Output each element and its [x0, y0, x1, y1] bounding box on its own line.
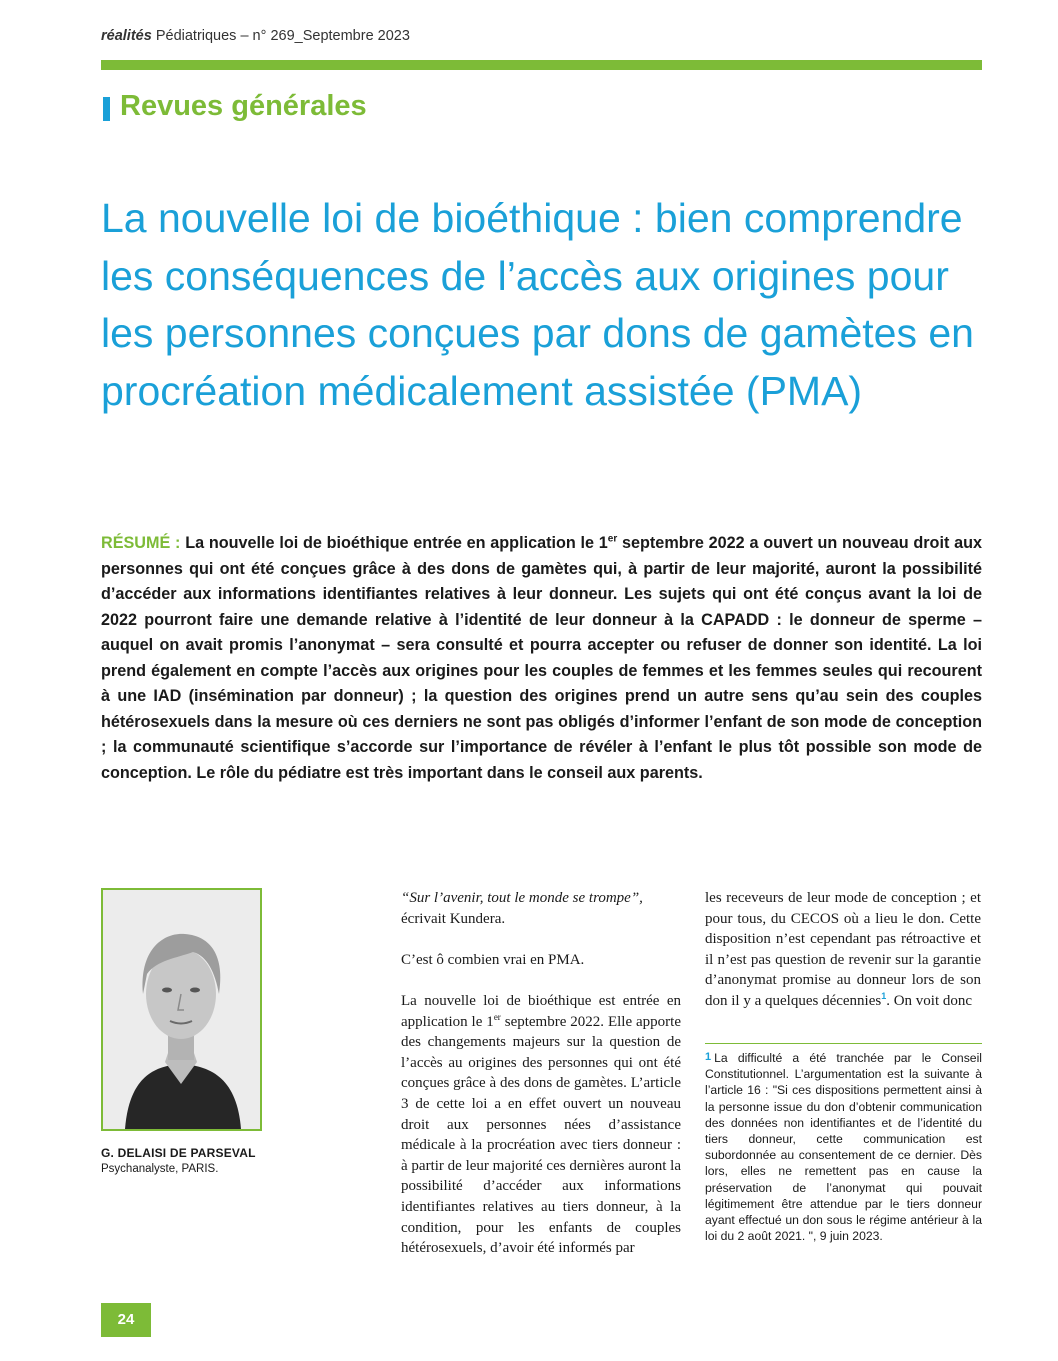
author-name: G. DELAISI DE PARSEVAL: [101, 1146, 256, 1160]
author-photo: [101, 888, 262, 1131]
summary-text-end: septembre 2022 a ouvert un nouveau droit aux personnes qui ont été conçues grâce à des dons de gamètes qui, à partir de leur majorité, auront la possibilité d’accéder aux informations identifiantes relatives à leur donneur. Les sujets qui ont été conçus avant la loi de 2022 pourront faire une demande relative à l’identité de leur donneur à la CAPADD : le donneur de sperme – auquel on avait promis l’anonymat – sera consulté et pourra accepter ou refuser de donner son identité. La loi prend également en compte l’accès aux origines pour les couples de femmes et les femmes seules qui recourent à une IAD (insémination par donneur) ; la question des origines prend un autre sens qu’au sein des couples hétérosexuels dans la mesure où ces derniers ne sont pas obligés d’informer l’enfant de son mode de conception ; la communauté scientifique s’accorde sur l’importance de révéler à l’enfant le plus tôt possible son mode de conception. Le rôle du pédiatre est très important dans le conseil aux parents.: [101, 534, 983, 782]
summary-sup: er: [607, 533, 618, 545]
journal-issue: Pédiatriques – n° 269_Septembre 2023: [155, 28, 410, 44]
page-number: 24: [101, 1303, 151, 1337]
author-affiliation: Psychanalyste, PARIS.: [101, 1163, 219, 1175]
journal-brand: réalités: [101, 28, 152, 44]
quote-attribution: écrivait Kundera.: [401, 910, 506, 927]
summary: [101, 531, 982, 786]
footnote-text: La difficulté a été tranchée par le Conseil Constitutionnel. L’argumentation est la suivante à l’article 16 : "Si ces dispositions permettent ainsi à la personne issue du don d’obtenir communication des données non identifiantes et de l’identité du tiers donneur, cette communication est subordonnée au consentement de ce dernier. Dès lors, elles ne remettent pas en cause la préservation de l’anonymat qui pouvait légitimement être attendue par le tiers donneur ayant effectué un don sous le régime antérieur à la loi du 2 août 2021. ", 9 juin 2023.: [705, 1051, 982, 1244]
body-quote: [401, 888, 681, 929]
footnote: [705, 1049, 982, 1244]
summary-label: RÉSUMÉ :: [101, 534, 181, 552]
footnote-number: 1: [705, 1051, 712, 1063]
body-paragraph: [401, 991, 681, 1259]
header-rule: [101, 60, 982, 70]
section-marker: [103, 97, 110, 121]
p3-end: septembre 2022. Elle apporte des changements majeurs sur la question de l’accès au origines des personnes qui ont été conçues grâce à des dons de gamètes. L’article 3 de cette loi a en effet ouvert un nouveau droit aux personnes nées d’assistance médicale à la procréation avec tiers donneur : à partir de leur majorité ces dernières auront la possibilité d’accéder aux informations identifiantes relatives au tiers donneur, à la condition, pour les enfants de couples hétérosexuels, d’avoir été informés par: [401, 1013, 682, 1257]
col2-end: . On voit donc: [886, 992, 973, 1009]
footnote-reference[interactable]: 1: [881, 990, 887, 1001]
quote-text: “Sur l’avenir, tout le monde se trompe”,: [401, 890, 643, 906]
article-title: La nouvelle loi de bioéthique : bien comprendre les conséquences de l’accès aux origines pour les personnes conçues par dons de gamètes en procréation médicalement assistée (PMA): [101, 195, 974, 414]
section-title: Revues générales: [120, 90, 367, 122]
body-paragraph: C’est ô combien vrai en PMA.: [401, 951, 585, 968]
summary-text-start: La nouvelle loi de bioéthique entrée en application le 1: [185, 534, 608, 552]
author-portrait-image: [103, 890, 260, 1129]
running-header: [101, 28, 410, 44]
body-column-1: [401, 888, 681, 1279]
body-column-2: [705, 888, 981, 1032]
body-paragraph: [705, 888, 981, 1012]
col2-text: les receveurs de leur mode de conception ; et pour tous, du CECOS où a lieu le don. Cette disposition n’est cependant pas rétroactive et il n’est pas question de revenir sur la garantie d’anonymat promise au donneur lors de son don il y a quelques décennies: [705, 890, 981, 1009]
p3-sup: er: [493, 1011, 501, 1022]
p3-start: La nouvelle loi de bioéthique est entrée en application le 1: [401, 992, 681, 1030]
footnote-rule: [705, 1043, 982, 1044]
